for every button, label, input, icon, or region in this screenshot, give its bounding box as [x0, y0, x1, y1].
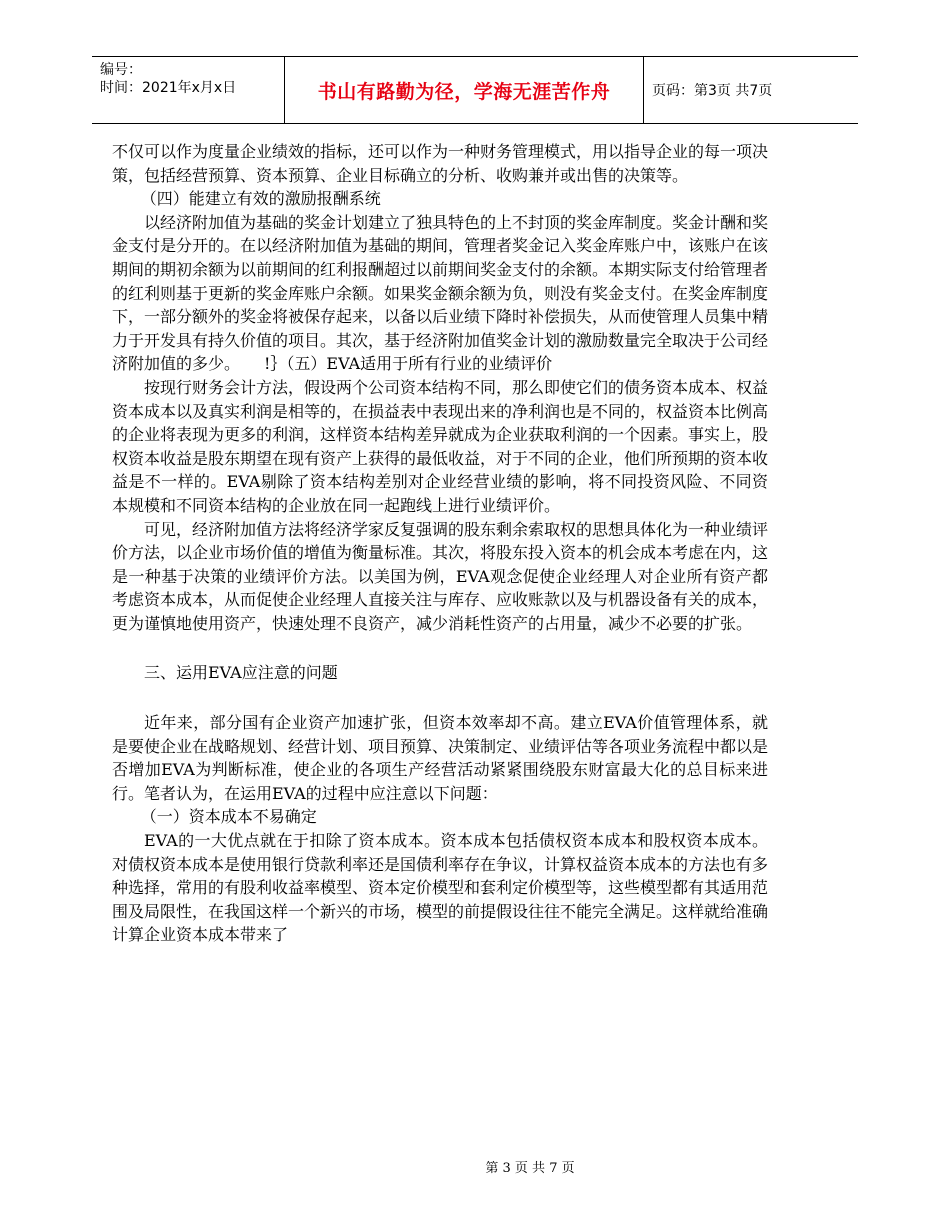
number-label: 编号： [100, 62, 142, 78]
section-heading: 三、运用EVA应注意的问题 [144, 663, 338, 683]
section-heading: （一）资本成本不易确定 [140, 807, 317, 827]
page-footer: 第 3 页 共 7 页 [485, 1161, 575, 1176]
time-label: 时间：2021年x月x日 [100, 80, 237, 96]
paragraph: EVA的一大优点就在于扣除了资本成本。资本成本包括债权资本成本和股权资本成本。对债权资本成本是使用银行贷款利率还是国债利率存在争议，计算权益资本成本的方法也有多种选择，常用的有股利收益率模型、资本定价模型和套利定价模型等，这些模型都有其适用范围及局限性，在我国这样一个新兴的市场，模型的前提假设往往不能完全满足。这样就给准确计算企业资本成本带来了 [112, 831, 769, 945]
header-meta-cell [92, 57, 285, 123]
page-header [92, 56, 858, 124]
paragraph: 以经济附加值为基础的奖金计划建立了独具特色的上不封顶的奖金库制度。奖金计酬和奖金支付是分开的。在以经济附加值为基础的期间，管理者奖金记入奖金库账户中，该账户在该期间的期初余额为以前期间的红利报酬超过以前期间奖金支付的余额。本期实际支付给管理者的红利则基于更新的奖金库账户余额。如果奖金额余额为负，则没有奖金支付。在奖金库制度下，一部分额外的奖金将被保存起来，以备以后业绩下降时补偿损失，从而使管理人员集中精力于开发具有持久价值的项目。其次，基于经济附加值奖金计划的激励数量完全取决于公司经济附加值的多少。 !｝（五）EVA适用于所有行业的业绩评价 [112, 212, 769, 374]
document-body [112, 140, 768, 947]
paragraph: 可见，经济附加值方法将经济学家反复强调的股东剩余索取权的思想具体化为一种业绩评价方法，以企业市场价值的增值为衡量标准。其次，将股东投入资本的机会成本考虑在内，这是一种基于决策的业绩评价方法。以美国为例，EVA观念促使企业经理人对企业所有资产都考虑资本成本，从而促使企业经理人直接关注与库存、应收账款以及与机器设备有关的成本，更为谨慎地使用资产，快速处理不良资产，减少消耗性资产的占用量，减少不必要的扩张。 [112, 519, 769, 633]
header-page-label: 页码：第3页 共7页 [652, 83, 773, 99]
section-heading: （四）能建立有效的激励报酬系统 [140, 189, 381, 209]
paragraph: 近年来，部分国有企业资产加速扩张，但资本效率却不高。建立EVA价值管理体系，就是要使企业在战略规划、经营计划、项目预算、决策制定、业绩评估等各项业务流程中都以是否增加EVA为判断标准，使企业的各项生产经营活动紧紧围绕股东财富最大化的总目标来进行。笔者认为，在运用EVA的过程中应注意以下问题： [112, 713, 769, 803]
paragraph: 不仅可以作为度量企业绩效的指标，还可以作为一种财务管理模式，用以指导企业的每一项决策，包括经营预算、资本预算、企业目标确立的分析、收购兼并或出售的决策等。 [112, 142, 769, 185]
header-motto: 书山有路勤为径，学海无涯苦作舟 [285, 57, 644, 123]
paragraph: 按现行财务会计方法，假设两个公司资本结构不同，那么即使它们的债务资本成本、权益资本成本以及真实利润是相等的，在损益表中表现出来的净利润也是不同的，权益资本比例高的企业将表现为更多的利润，这样资本结构差异就成为企业获取利润的一个因素。事实上，股权资本收益是股东期望在现有资产上获得的最低收益，对于不同的企业，他们所预期的资本收益是不一样的。EVA剔除了资本结构差别对企业经营业绩的影响，将不同投资风险、不同资本规模和不同资本结构的企业放在同一起跑线上进行业绩评价。 [112, 377, 769, 515]
